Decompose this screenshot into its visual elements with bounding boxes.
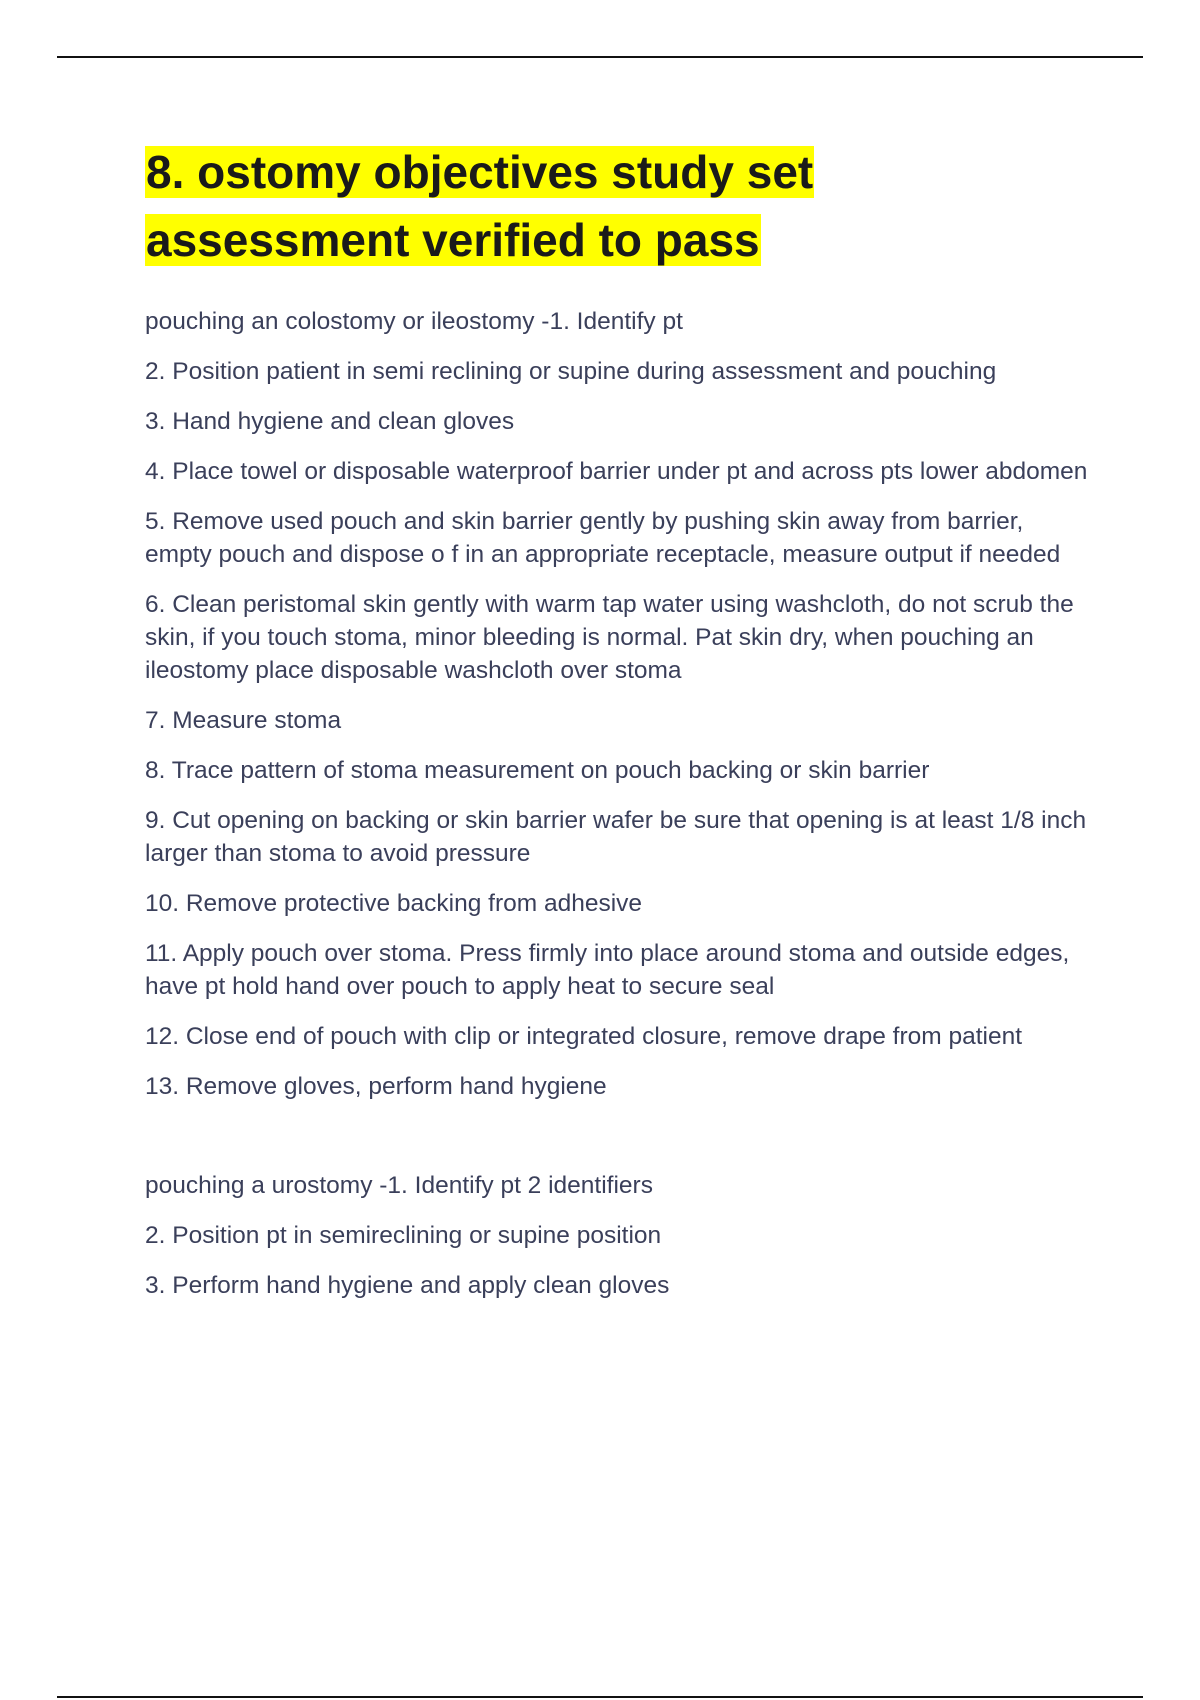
list-item: pouching an colostomy or ileostomy -1. Identify pt — [145, 308, 683, 335]
document-body — [145, 305, 1095, 1319]
list-item: 9. Cut opening on backing or skin barrier wafer be sure that opening is at least 1/8 inch larger than stoma to avoid pressure — [145, 807, 1087, 867]
top-rule — [57, 56, 1143, 58]
list-item: 6. Clean peristomal skin gently with warm tap water using washcloth, do not scrub the skin, if you touch stoma, minor bleeding is normal. Pat skin dry, when pouching an ileostomy place disposable washcloth over stoma — [145, 591, 1074, 684]
list-item: 2. Position patient in semi reclining or supine during assessment and pouching — [145, 358, 997, 385]
page-title: 8. ostomy objectives study set assessment verified to pass — [146, 146, 814, 266]
list-item: 13. Remove gloves, perform hand hygiene — [145, 1073, 607, 1100]
list-item: 5. Remove used pouch and skin barrier gently by pushing skin away from barrier, empty pouch and dispose o f in an appropriate receptacle, measure output if needed — [145, 508, 1061, 568]
list-item: 10. Remove protective backing from adhesive — [145, 890, 643, 917]
list-item: 11. Apply pouch over stoma. Press firmly into place around stoma and outside edges, have pt hold hand over pouch to apply heat to secure seal — [145, 940, 1070, 1000]
section-divider-space — [145, 1120, 1095, 1169]
section-colostomy-ileostomy — [145, 305, 1095, 1103]
list-item: pouching a urostomy -1. Identify pt 2 identifiers — [145, 1172, 653, 1199]
list-item: 7. Measure stoma — [145, 707, 342, 734]
list-item: 3. Hand hygiene and clean gloves — [145, 408, 515, 435]
list-item: 8. Trace pattern of stoma measurement on pouch backing or skin barrier — [145, 757, 930, 784]
list-item: 4. Place towel or disposable waterproof barrier under pt and across pts lower abdomen — [145, 458, 1088, 485]
list-item: 3. Perform hand hygiene and apply clean gloves — [145, 1272, 670, 1299]
bottom-rule — [57, 1696, 1143, 1698]
page-title-block — [145, 144, 905, 280]
list-item: 12. Close end of pouch with clip or integrated closure, remove drape from patient — [145, 1023, 1023, 1050]
section-urostomy — [145, 1169, 1095, 1302]
list-item: 2. Position pt in semireclining or supine position — [145, 1222, 662, 1249]
